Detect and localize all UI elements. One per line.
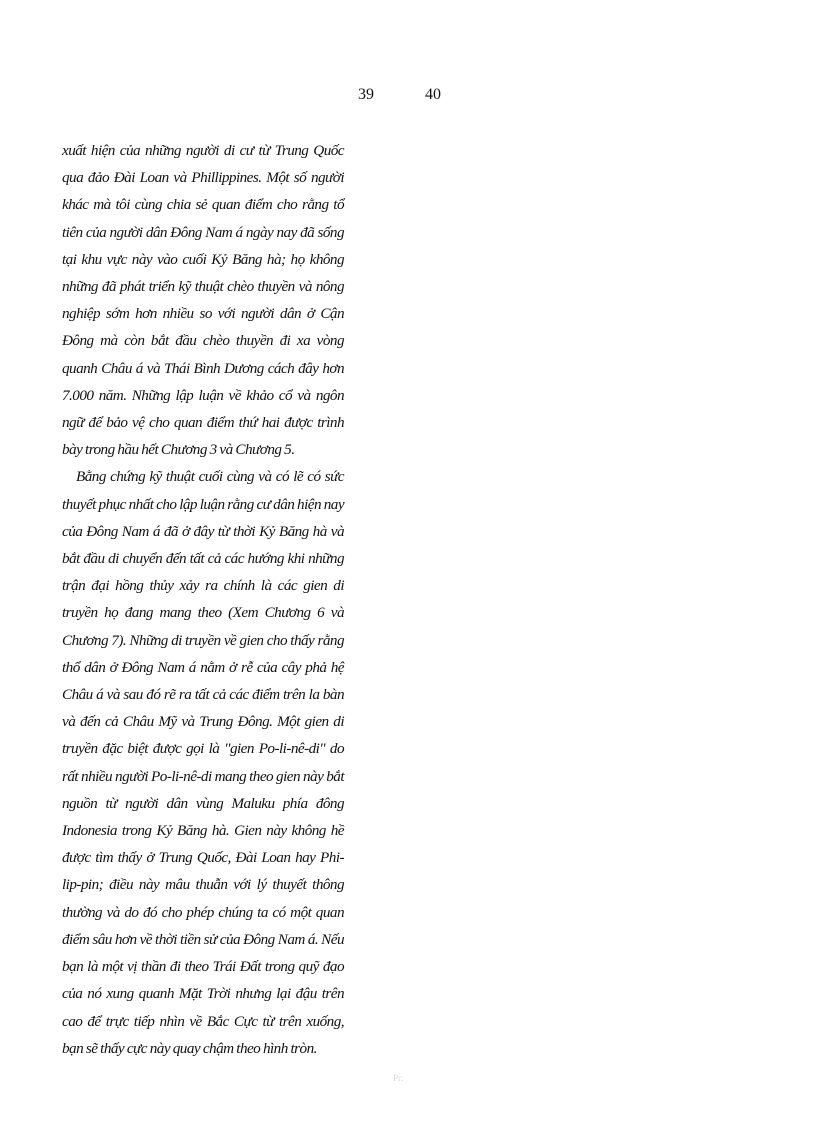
paragraph-continued: xuất hiện của những người di cư từ Trung Quốc qua đảo Đài Loan và Phillippines. Một số người khác mà tôi cùng chia sẻ quan điểm cho rằng tổ tiên của người dân Đông Nam á ngày nay đã sống tại khu vực này vào cuối Kỷ Băng hà; họ không những đã phát triển kỹ thuật chèo thuyền và nông nghiệp sớm hơn nhiều so với người dân ở Cận Đông mà còn bắt đầu chèo thuyền đi xa vòng quanh Châu á và Thái Bình Dương cách đây hơn 7.000 năm. Những lập luận về khảo cổ và ngôn ngữ để bảo vệ cho quan điểm thứ hai được trình bày trong hầu hết Chương 3 và Chương 5. xyxy=(62,142,344,459)
page-number-left: 39 xyxy=(358,86,374,103)
page-number-right: 40 xyxy=(425,86,441,103)
paragraph-genetic-evidence: Bằng chứng kỹ thuật cuối cùng và có lẽ có sức thuyết phục nhất cho lập luận rằng cư dân hiện nay của Đông Nam á đã ở đây từ thời Kỷ Băng hà và bắt đầu di chuyển đến tất cả các hướng khi những trận đại hồng thủy xảy ra chính là các gien di truyền họ đang mang theo (Xem Chương 6 và Chương 7). Những di truyền về gien cho thấy rằng thổ dân ở Đông Nam á nằm ở rễ của cây phả hệ Châu á và sau đó rẽ ra tất cả các điểm trên la bàn và đến cả Châu Mỹ và Trung Đông. Một gien di truyền đặc biệt được gọi là "gien Po-li-nê-di" do rất nhiều người Po-li-nê-di mang theo gien này bắt nguồn từ người dân vùng Maluku phía đông Indonesia trong Kỷ Băng hà. Gien này không hề được tìm thấy ở Trung Quốc, Đài Loan hay Phi-lip-pin; điều này mâu thuẫn với lý thuyết thông thường và do đó cho phép chúng ta có một quan điểm sâu hơn về thời tiền sử của Đông Nam á. Nếu bạn là một vị thần đi theo Trái Đất trong quỹ đạo của nó xung quanh Mặt Trời nhưng lại đậu trên cao để trực tiếp nhìn về Bắc Cực từ trên xuống, bạn sẽ thấy cực này quay chậm theo hình tròn. xyxy=(62,468,345,1057)
body-text xyxy=(62,137,344,1062)
faint-footer-mark: Pr: xyxy=(393,1073,404,1083)
